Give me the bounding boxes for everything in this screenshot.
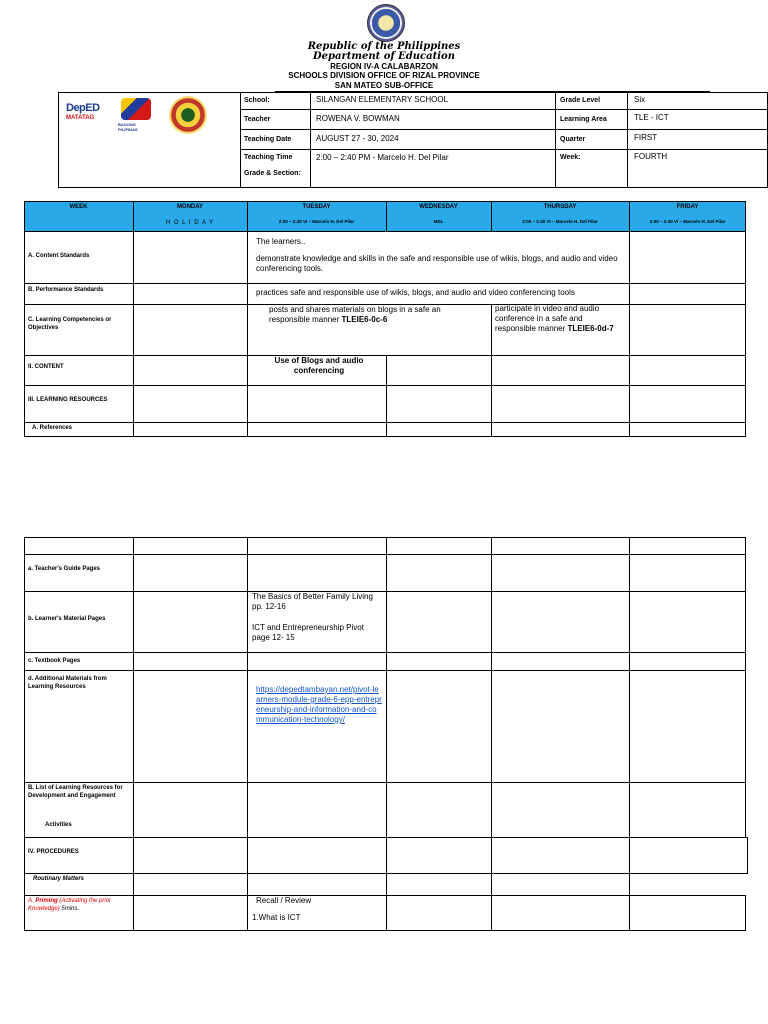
row-procedures: IV. PROCEDURES	[28, 849, 79, 855]
row-learners-material: b. Learner's Material Pages	[28, 616, 106, 622]
deped-seal	[367, 4, 405, 42]
header-region: REGION IV-A CALABARZON	[330, 62, 438, 71]
competency-tuesday: posts and shares materials on blogs in a safe an responsible manner TLEIE6-0c-6	[269, 305, 441, 324]
col-thursday-sub: 2:00 – 2:40 VI – Marcelo H. Del Pilar	[522, 219, 598, 224]
time-value: 2:00 – 2:40 PM - Marcelo H. Del Pilar	[316, 153, 449, 162]
row-content-standards: A. Content Standards	[28, 253, 90, 259]
bagong-pilipinas-logo: BAGONG PILIPINAS	[118, 98, 154, 124]
week-value: FOURTH	[634, 152, 668, 161]
area-label: Learning Area	[560, 116, 607, 123]
col-friday: FRIDAY	[676, 204, 699, 210]
col-tuesday-sub: 2:00 – 2:40 VI – Marcelo H. Del Pilar	[278, 219, 355, 224]
col-monday: MONDAY	[176, 204, 204, 210]
school-value: SILANGAN ELEMENTARY SCHOOL	[316, 95, 449, 104]
competency-thursday: participate in video and audio conference in a safe and responsible manner TLEIE6-0d-7	[495, 304, 614, 333]
col-tuesday: TUESDAY	[302, 204, 331, 210]
header-republic: Republic of the Philippines	[307, 41, 461, 52]
school-label: School:	[244, 97, 270, 104]
row-textbook: c. Textbook Pages	[28, 658, 81, 664]
row-content: II. CONTENT	[28, 364, 64, 370]
teacher-value: ROWENA V. BOWMAN	[316, 114, 400, 123]
section-label: Grade & Section:	[244, 170, 301, 177]
row-learning-resources: III. LEARNING RESOURCES	[28, 397, 108, 403]
row-routinary: Routinary Matters	[33, 876, 85, 882]
additional-materials-link[interactable]: https://depedtambayan.net/pivot-learners-module-grade-6-epp-entrepreneurship-and-information-and-communication-technology/	[256, 685, 382, 724]
teacher-label: Teacher	[244, 116, 271, 123]
col-friday-sub: 2:00 – 2:40 VI – Marcelo H. Del Pilar	[649, 219, 726, 224]
col-wednesday: WEDNESDAY	[419, 204, 458, 210]
col-wednesday-sub: MDL	[433, 219, 444, 224]
school-logo	[169, 96, 207, 134]
deped-logo: DepED MATATAG	[66, 102, 100, 121]
row-priming: A. Priming (Activating the prior Knowledge) 5mins.	[28, 898, 112, 912]
header-suboffice: SAN MATEO SUB-OFFICE	[334, 81, 434, 90]
performance-standards-text: practices safe and responsible use of wikis, blogs, and audio and video conferencing tools	[256, 288, 575, 297]
row-teachers-guide: a. Teacher's Guide Pages	[28, 566, 101, 572]
learners-material-value-1: The Basics of Better Family Living pp. 12-16	[252, 592, 373, 611]
info-box	[58, 92, 768, 188]
quarter-value: FIRST	[634, 133, 658, 142]
time-label: Teaching Time	[244, 154, 293, 161]
grade-label: Grade Level	[560, 97, 601, 104]
row-list-resources: B. List of Learning Resources for Development and Engagement	[28, 785, 123, 799]
content-standards-intro: The learners..	[256, 237, 306, 246]
what-is-ict: 1.What is ICT	[252, 913, 301, 922]
quarter-label: Quarter	[560, 136, 586, 143]
row-additional-materials: d. Additional Materials from Learning Resources	[28, 676, 107, 690]
date-label: Teaching Date	[244, 136, 292, 143]
row-performance-standards: B. Performance Standards	[28, 287, 104, 293]
header-division: SCHOOLS DIVISION OFFICE OF RIZAL PROVINCE	[288, 71, 480, 80]
row-competencies: C. Learning Competencies or Objectives	[28, 317, 112, 331]
header-department: Department of Education	[313, 51, 455, 62]
col-thursday: THURSDAY	[543, 204, 577, 210]
recall-review: Recall / Review	[256, 896, 312, 905]
area-value: TLE - ICT	[634, 113, 669, 122]
learners-material-value-2: ICT and Entrepreneurship Pivot page 12- 15	[252, 623, 364, 642]
grade-value: Six	[634, 95, 646, 104]
content-value: Use of Blogs and audio conferencing	[274, 356, 364, 375]
date-value: AUGUST 27 - 30, 2024	[316, 134, 399, 143]
col-monday-sub: H O L I D A Y	[165, 220, 215, 226]
col-week: WEEK	[69, 204, 88, 210]
content-standards-text: demonstrate knowledge and skills in the safe and responsible use of wikis, blogs, and audio and video conferencing tools.	[256, 254, 618, 273]
row-activities: Activities	[45, 822, 72, 828]
week-label: Week:	[560, 154, 581, 161]
row-references: A. References	[32, 425, 73, 431]
